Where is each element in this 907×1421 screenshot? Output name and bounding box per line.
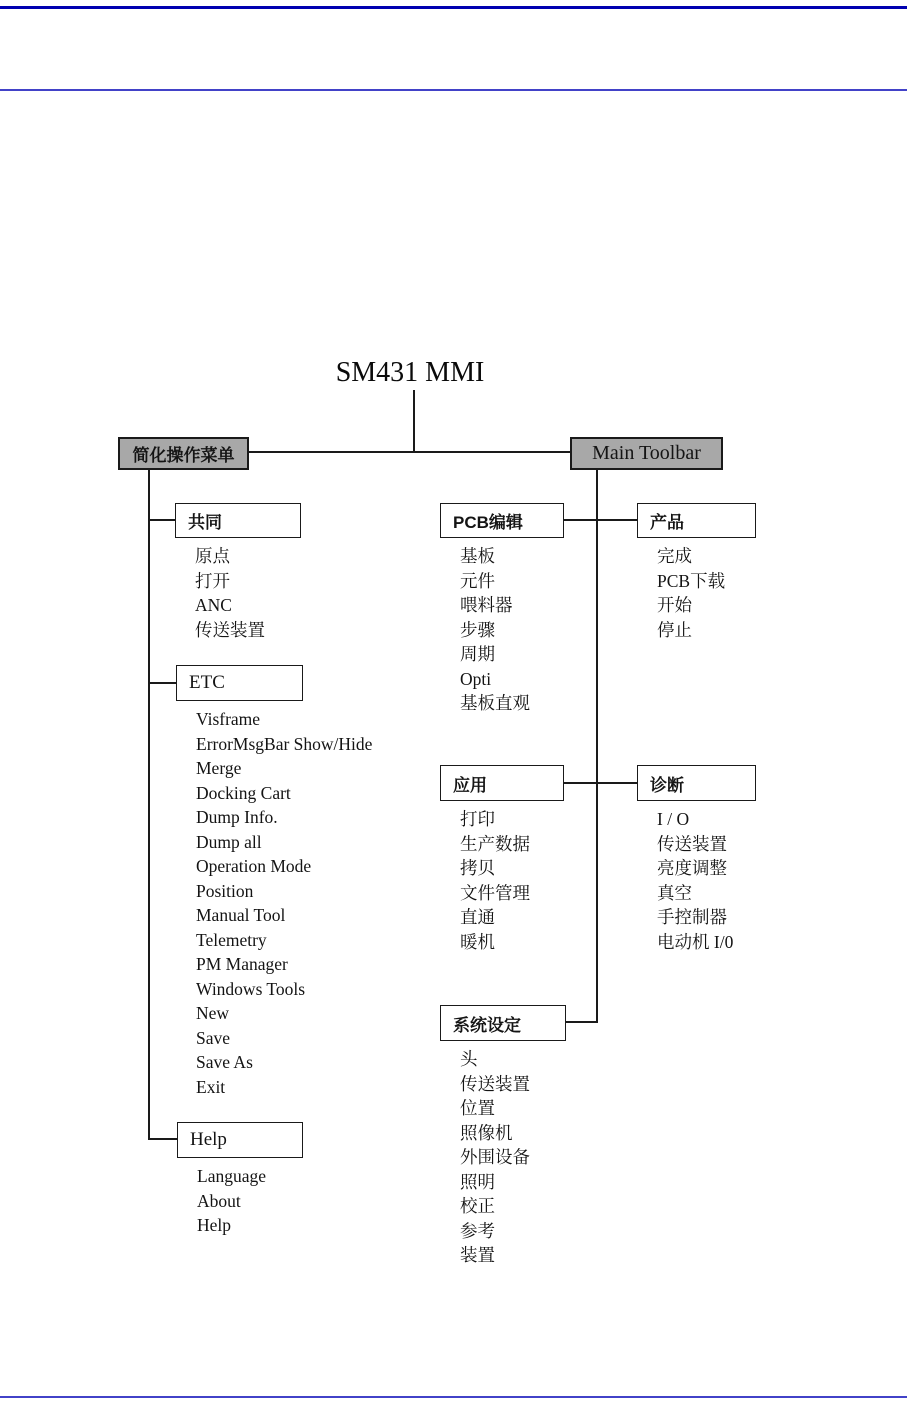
menu-item: 打开 (195, 570, 230, 591)
menu-item: 打印 (460, 809, 495, 829)
group-help-items (197, 1164, 303, 1238)
menu-item: 喂料器 (460, 595, 513, 615)
group-diagnosis-box (637, 765, 756, 801)
group-pcb-edit-items (460, 544, 564, 716)
menu-item: Save (196, 1027, 231, 1048)
menu-item: Position (196, 880, 254, 901)
menu-item: 生产数据 (460, 833, 530, 854)
menu-item: 完成 (657, 546, 692, 566)
diagram-title: SM431 MMI (335, 357, 485, 388)
menu-item: 头 (460, 1049, 478, 1069)
menu-item: 照明 (460, 1171, 495, 1192)
group-product (637, 503, 756, 642)
group-help-label: Help (190, 1129, 227, 1150)
group-system-setting-box (440, 1005, 566, 1041)
menu-item: 照像机 (460, 1122, 513, 1143)
menu-item: 位置 (460, 1098, 495, 1118)
menu-item: Dump Info. (196, 807, 278, 827)
menu-item: 参考 (460, 1220, 495, 1241)
stub-help-line (148, 1138, 178, 1140)
group-diagnosis (637, 765, 756, 954)
menu-item: 步骤 (460, 619, 495, 640)
group-product-box (637, 503, 756, 538)
menu-item: PCB下载 (657, 570, 726, 591)
menu-item: 基板直观 (460, 693, 530, 713)
menu-item: 传送装置 (195, 619, 265, 640)
menu-item: Language (197, 1166, 266, 1186)
menu-item: 停止 (657, 619, 692, 640)
group-etc-box (176, 665, 303, 701)
menu-item: Save As (196, 1052, 253, 1072)
group-application-box (440, 765, 564, 801)
group-common (175, 503, 301, 642)
group-common-label: 共同 (188, 513, 222, 532)
pcb-product-connector-line (562, 519, 638, 521)
menu-item: 元件 (460, 570, 495, 591)
group-pcb-edit-label: PCB编辑 (453, 513, 523, 532)
menu-item: New (196, 1003, 230, 1023)
menu-item: 周期 (460, 644, 495, 664)
system-connector-line (564, 1021, 598, 1023)
menu-item: 亮度调整 (657, 858, 727, 878)
menu-item: 真空 (657, 882, 692, 903)
group-application-items (460, 807, 564, 954)
menu-item: Docking Cart (196, 782, 291, 803)
title-connector-line (413, 390, 415, 452)
group-help (177, 1122, 303, 1238)
menu-item: Operation Mode (196, 856, 312, 876)
menu-item: 外围设备 (460, 1147, 530, 1167)
group-system-setting-items (460, 1047, 566, 1268)
left-trunk-line (148, 470, 150, 1140)
menu-item: Help (197, 1215, 232, 1235)
menu-item: 拷贝 (460, 858, 495, 878)
group-system-setting (440, 1005, 566, 1268)
root-main-toolbar (570, 437, 723, 470)
group-application (440, 765, 564, 954)
root-simplified-menu (118, 437, 249, 470)
group-diagnosis-items (657, 807, 756, 954)
group-pcb-edit (440, 503, 564, 716)
menu-item: 校正 (460, 1196, 495, 1216)
menu-item: Manual Tool (196, 905, 286, 925)
menu-item: 电动机 I/0 (657, 931, 734, 952)
menu-item: 开始 (657, 595, 692, 615)
group-product-items (657, 544, 756, 642)
root-simplified-menu-label: 简化操作菜单 (132, 446, 235, 465)
menu-item: I / O (657, 809, 690, 829)
menu-item: ANC (195, 595, 232, 615)
menu-item: 原点 (195, 546, 230, 566)
menu-item: 基板 (460, 546, 495, 566)
menu-item: Dump all (196, 831, 262, 852)
menu-item: ErrorMsgBar Show/Hide (196, 733, 373, 754)
stub-etc-line (148, 682, 177, 684)
group-pcb-edit-box (440, 503, 564, 538)
group-etc-label: ETC (189, 672, 225, 693)
menu-item: About (197, 1190, 241, 1211)
menu-item: Exit (196, 1076, 226, 1097)
bottom-rule (0, 1396, 907, 1398)
menu-item: Merge (196, 758, 242, 778)
group-system-setting-label: 系统设定 (453, 1015, 521, 1035)
menu-item: PM Manager (196, 954, 288, 974)
group-diagnosis-label: 诊断 (650, 775, 684, 795)
menu-item: 传送装置 (460, 1073, 530, 1094)
menu-item: Windows Tools (196, 978, 306, 999)
menu-item: 直通 (460, 907, 495, 927)
group-common-items (195, 544, 301, 642)
menu-item: 暖机 (460, 931, 495, 952)
right-trunk-line (596, 470, 598, 1023)
menu-item: Opti (460, 668, 492, 689)
group-etc-items (196, 707, 372, 1099)
group-application-label: 应用 (453, 775, 487, 795)
menu-item: Visframe (196, 709, 261, 729)
group-common-box (175, 503, 301, 538)
menu-item: 装置 (460, 1245, 495, 1265)
group-product-label: 产品 (650, 513, 684, 532)
root-connector-line (249, 451, 570, 453)
stub-common-line (148, 519, 176, 521)
top-rule-primary (0, 6, 907, 9)
menu-item: 文件管理 (460, 882, 530, 903)
group-help-box (177, 1122, 303, 1158)
menu-item: Telemetry (196, 929, 267, 950)
root-main-toolbar-label: Main Toolbar (592, 442, 701, 464)
menu-item: 手控制器 (657, 907, 727, 927)
group-etc (176, 665, 372, 1099)
menu-item: 传送装置 (657, 833, 727, 854)
app-diag-connector-line (562, 782, 638, 784)
top-rule-secondary (0, 89, 907, 91)
